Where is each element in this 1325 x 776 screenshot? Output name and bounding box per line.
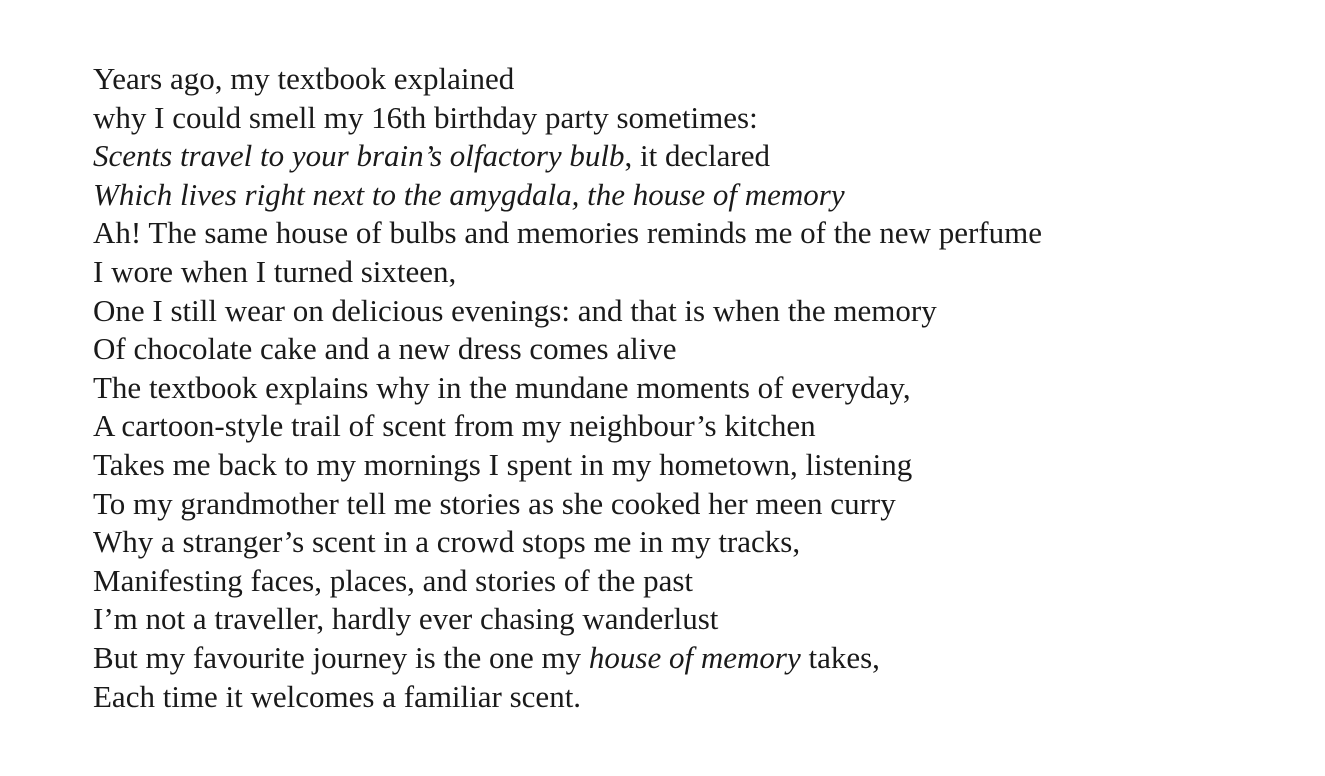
poem-line <box>93 600 1042 639</box>
poem-segment: , it declared <box>624 138 770 174</box>
poem-segment: To my grandmother tell me stories as she cooked her meen curry <box>93 485 896 521</box>
poem-line <box>93 292 1042 331</box>
poem-line <box>93 214 1042 253</box>
poem-segment: The textbook explains why in the mundane moments of everyday, <box>93 369 911 405</box>
poem-segment: Of chocolate cake and a new dress comes alive <box>93 331 677 367</box>
poem-segment: Each time it welcomes a familiar scent. <box>93 678 582 714</box>
poem-line <box>93 99 1042 138</box>
poem-segment-italic: Scents travel to your brain’s olfactory bulb <box>93 138 625 174</box>
poem-line <box>93 407 1042 446</box>
poem-segment: One I still wear on delicious evenings: and that is when the memory <box>93 292 937 328</box>
poem-line <box>93 176 1042 215</box>
poem-segment: Manifesting faces, places, and stories of the past <box>93 562 694 598</box>
poem-line <box>93 330 1042 369</box>
poem-line <box>93 678 1042 717</box>
poem-segment-italic: house of memory <box>588 639 801 675</box>
poem-segment: Ah! The same house of bulbs and memories reminds me of the new perfume <box>93 215 1042 251</box>
poem-line <box>93 523 1042 562</box>
poem-segment: A cartoon-style trail of scent from my neighbour’s kitchen <box>93 408 816 444</box>
poem-segment: takes, <box>800 639 880 675</box>
poem-segment: why I could smell my 16th birthday party sometimes: <box>93 99 758 135</box>
poem-line <box>93 60 1042 99</box>
poem-line <box>93 446 1042 485</box>
poem-segment: But my favourite journey is the one my <box>93 639 589 675</box>
poem-segment: Why a stranger’s scent in a crowd stops me in my tracks, <box>93 524 801 560</box>
poem-line <box>93 639 1042 678</box>
poem-segment: Takes me back to my mornings I spent in my hometown, listening <box>93 446 913 482</box>
poem-segment: Years ago, my textbook explained <box>93 61 515 96</box>
poem-line <box>93 253 1042 292</box>
poem-text <box>93 60 1042 716</box>
poem-line <box>93 485 1042 524</box>
poem-segment-italic: Which lives right next to the amygdala, the house of memory <box>93 176 845 212</box>
poem-line <box>93 137 1042 176</box>
poem-line <box>93 562 1042 601</box>
poem-segment: I wore when I turned sixteen, <box>93 253 457 289</box>
poem-line <box>93 369 1042 408</box>
poem-segment: I’m not a traveller, hardly ever chasing wanderlust <box>93 601 719 637</box>
